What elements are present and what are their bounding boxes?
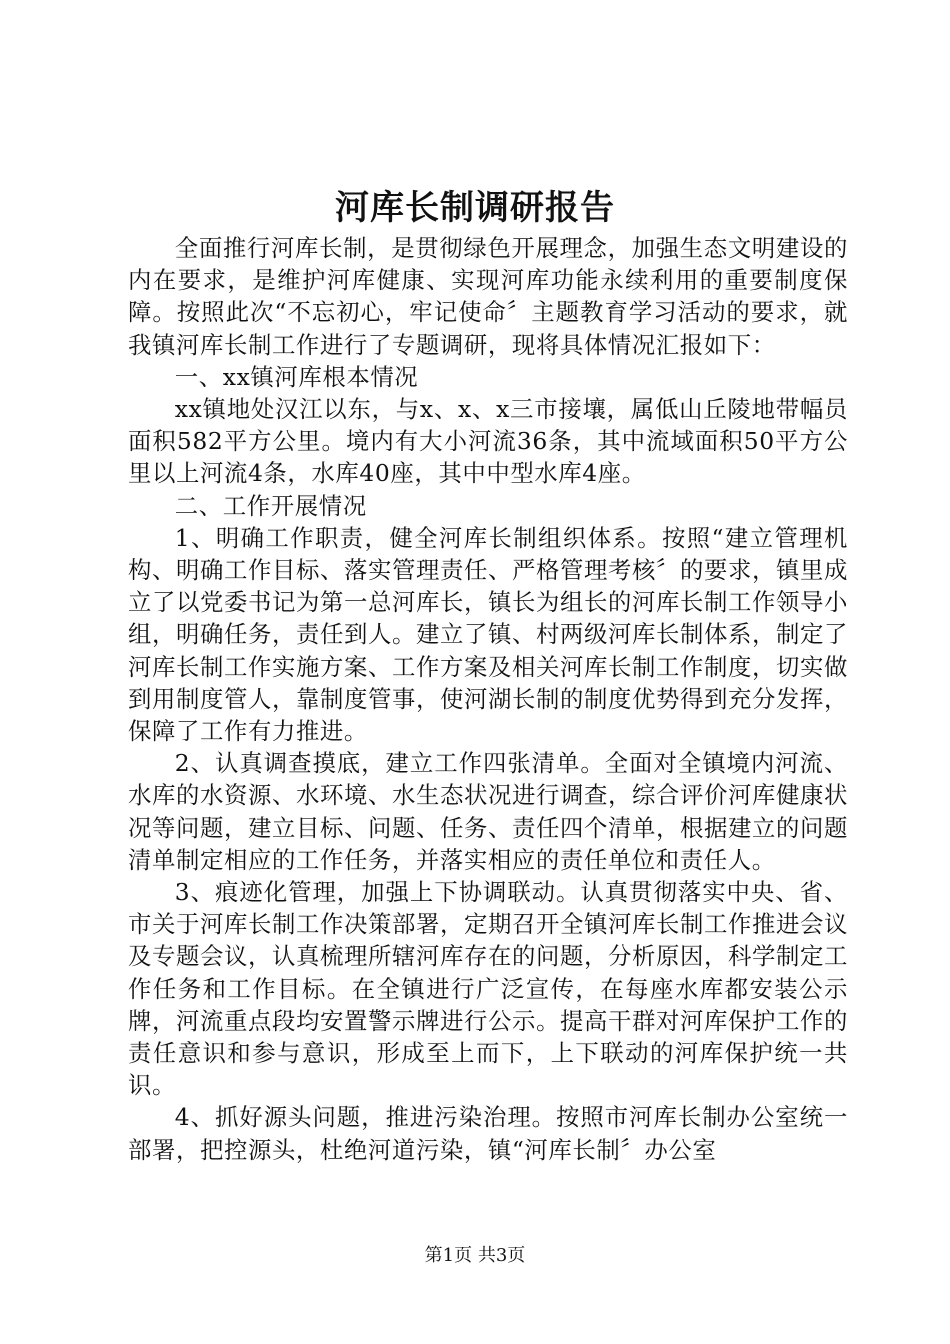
paragraph-overview: xx镇地处汉江以东，与x、x、x三市接壤，属低山丘陵地带幅员面积582平方公里。境内有大小河流36条，其中流域面积50平方公里以上河流4条，水库40座，其中中型水库4座。 xyxy=(128,395,848,488)
paragraph-item-3: 3、痕迹化管理，加强上下协调联动。认真贯彻落实中央、省、市关于河库长制工作决策部署，定期召开全镇河库长制工作推进会议及专题会议，认真梳理所辖河库存在的问题，分析原因，科学制定工作任务和工作目标。在全镇进行广泛宣传，在每座水库都安装公示牌，河流重点段均安置警示牌进行公示。提高干群对河库保护工作的责任意识和参与意识，形成至上而下，上下联动的河库保护统一共识。 xyxy=(128,878,848,1100)
paragraph-item-1: 1、明确工作职责，健全河库长制组织体系。按照“建立管理机构、明确工作目标、落实管理责任、严格管理考核〞的要求，镇里成立了以党委书记为第一总河库长，镇长为组长的河库长制工作领导小组，明确任务，责任到人。建立了镇、村两级河库长制体系，制定了河库长制工作实施方案、工作方案及相关河库长制工作制度，切实做到用制度管人，靠制度管事，使河湖长制的制度优势得到充分发挥，保障了工作有力推进。 xyxy=(128,523,848,746)
paragraph-item-2: 2、认真调查摸底，建立工作四张清单。全面对全镇境内河流、水库的水资源、水环境、水生态状况进行调查，综合评价河库健康状况等问题，建立目标、问题、任务、责任四个清单，根据建立的问题清单制定相应的工作任务，并落实相应的责任单位和责任人。 xyxy=(128,749,848,874)
paragraph-item-4: 4、抓好源头问题，推进污染治理。按照市河库长制办公室统一部署，把控源头，杜绝河道污染，镇“河库长制〞办公室 xyxy=(128,1103,848,1164)
paragraph-intro: 全面推行河库长制，是贯彻绿色开展理念，加强生态文明建设的内在要求，是维护河库健康、实现河库功能永续利用的重要制度保障。按照此次“不忘初心，牢记使命〞主题教育学习活动的要求，就我镇河库长制工作进行了专题调研，现将具体情况汇报如下： xyxy=(128,234,848,359)
page-footer: 第1页 共3页 xyxy=(424,1245,526,1266)
document-title: 河库长制调研报告 xyxy=(335,188,615,228)
section-heading-1: 一、xx镇河库根本情况 xyxy=(174,362,419,391)
document-body xyxy=(128,232,848,1166)
section-heading-2: 二、工作开展情况 xyxy=(174,491,367,520)
